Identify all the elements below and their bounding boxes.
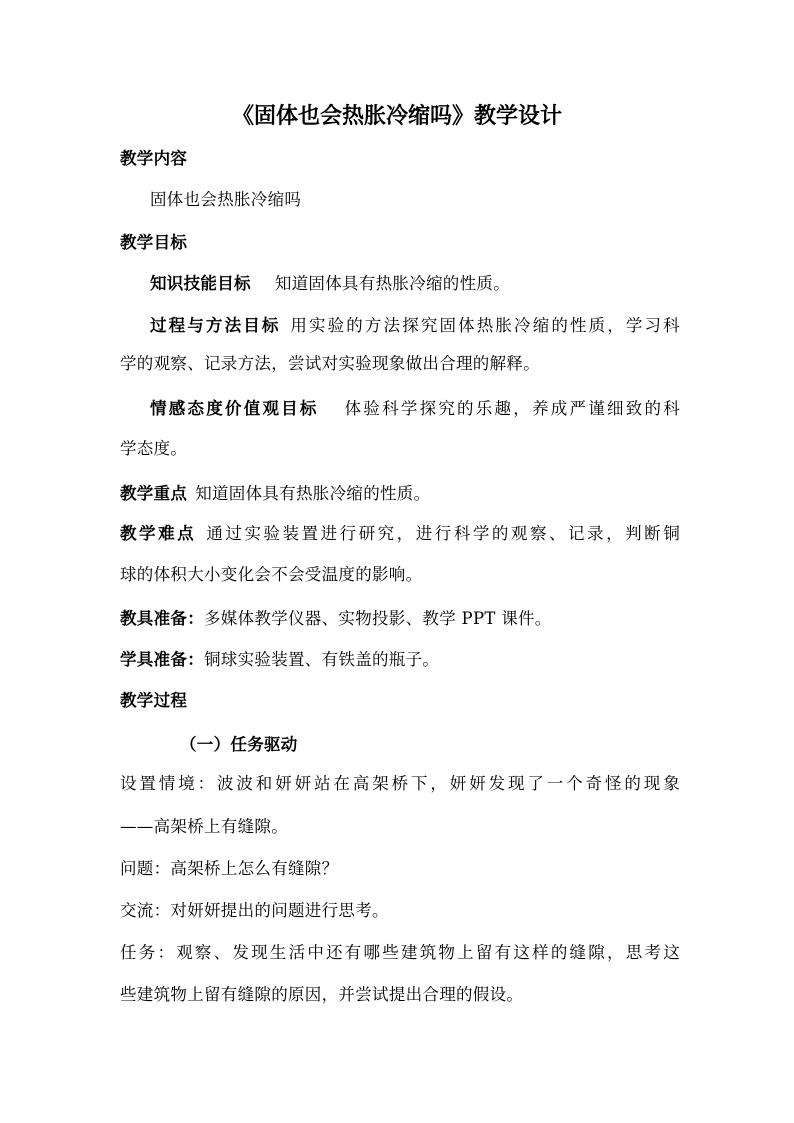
section-heading-objectives: 教学目标 xyxy=(120,233,188,252)
objective-emotion-text-line1: 体验科学探究的乐趣，养成严谨细致的科 xyxy=(342,399,680,418)
objective-knowledge-text: 知道固体具有热胀冷缩的性质。 xyxy=(274,274,511,293)
objective-emotion-line1 xyxy=(150,397,680,421)
difficulty-text-line2: 球的体积大小变化会不会受温度的影响。 xyxy=(120,565,423,584)
teacher-tools xyxy=(120,607,680,631)
exchange-text: 交流：对妍妍提出的问题进行思考。 xyxy=(120,901,389,920)
document-title: 《固体也会热胀冷缩吗》教学设计 xyxy=(231,103,562,129)
question-text: 问题：高架桥上怎么有缝隙？ xyxy=(120,859,339,878)
task-text-line1: 观察、发现生活中还有哪些建筑物上留有这样的缝隙，思考这 xyxy=(176,943,680,962)
objective-emotion-text-line2: 学态度。 xyxy=(120,439,188,458)
difficulty-text-line1: 通过实验装置进行研究，进行科学的观察、记录，判断铜 xyxy=(204,524,680,543)
task-text-line2: 些建筑物上留有缝隙的原因，并尝试提出合理的假设。 xyxy=(120,985,524,1004)
content-text: 固体也会热胀冷缩吗 xyxy=(150,190,302,209)
key-point-text: 知道固体具有热胀冷缩的性质。 xyxy=(195,484,431,503)
section-heading-process: 教学过程 xyxy=(120,691,188,710)
objective-emotion-label: 情感态度价值观目标 xyxy=(150,399,319,418)
difficulty-label: 教学难点 xyxy=(120,524,197,543)
student-tools-label: 学具准备： xyxy=(120,650,204,669)
task-line1 xyxy=(120,941,680,965)
section-heading-content: 教学内容 xyxy=(120,149,188,168)
task-label: 任务： xyxy=(120,943,177,962)
objective-process-label: 过程与方法目标 xyxy=(150,316,281,335)
student-tools xyxy=(120,648,680,672)
teacher-tools-label: 教具准备： xyxy=(120,609,204,628)
teacher-tools-text: 多媒体教学仪器、实物投影、教学 PPT 课件。 xyxy=(204,609,552,628)
student-tools-text: 铜球实验装置、有铁盖的瓶子。 xyxy=(204,650,440,669)
scenario-line1: 设置情境：波波和妍妍站在高架桥下，妍妍发现了一个奇怪的现象 xyxy=(120,774,680,793)
process-section1-heading: （一）任务驱动 xyxy=(180,735,298,754)
objective-process-text-line1: 用实验的方法探究固体热胀冷缩的性质，学习科 xyxy=(288,316,680,335)
objective-knowledge xyxy=(150,272,680,296)
key-point xyxy=(120,482,680,506)
key-point-label: 教学重点 xyxy=(120,484,188,503)
scenario-line2: ——高架桥上有缝隙。 xyxy=(120,817,288,836)
objective-process-line1 xyxy=(150,314,680,338)
difficulty-line1 xyxy=(120,522,680,546)
objective-process-text-line2: 学的观察、记录方法，尝试对实验现象做出合理的解释。 xyxy=(120,354,540,373)
objective-knowledge-label: 知识技能目标 xyxy=(150,274,251,293)
